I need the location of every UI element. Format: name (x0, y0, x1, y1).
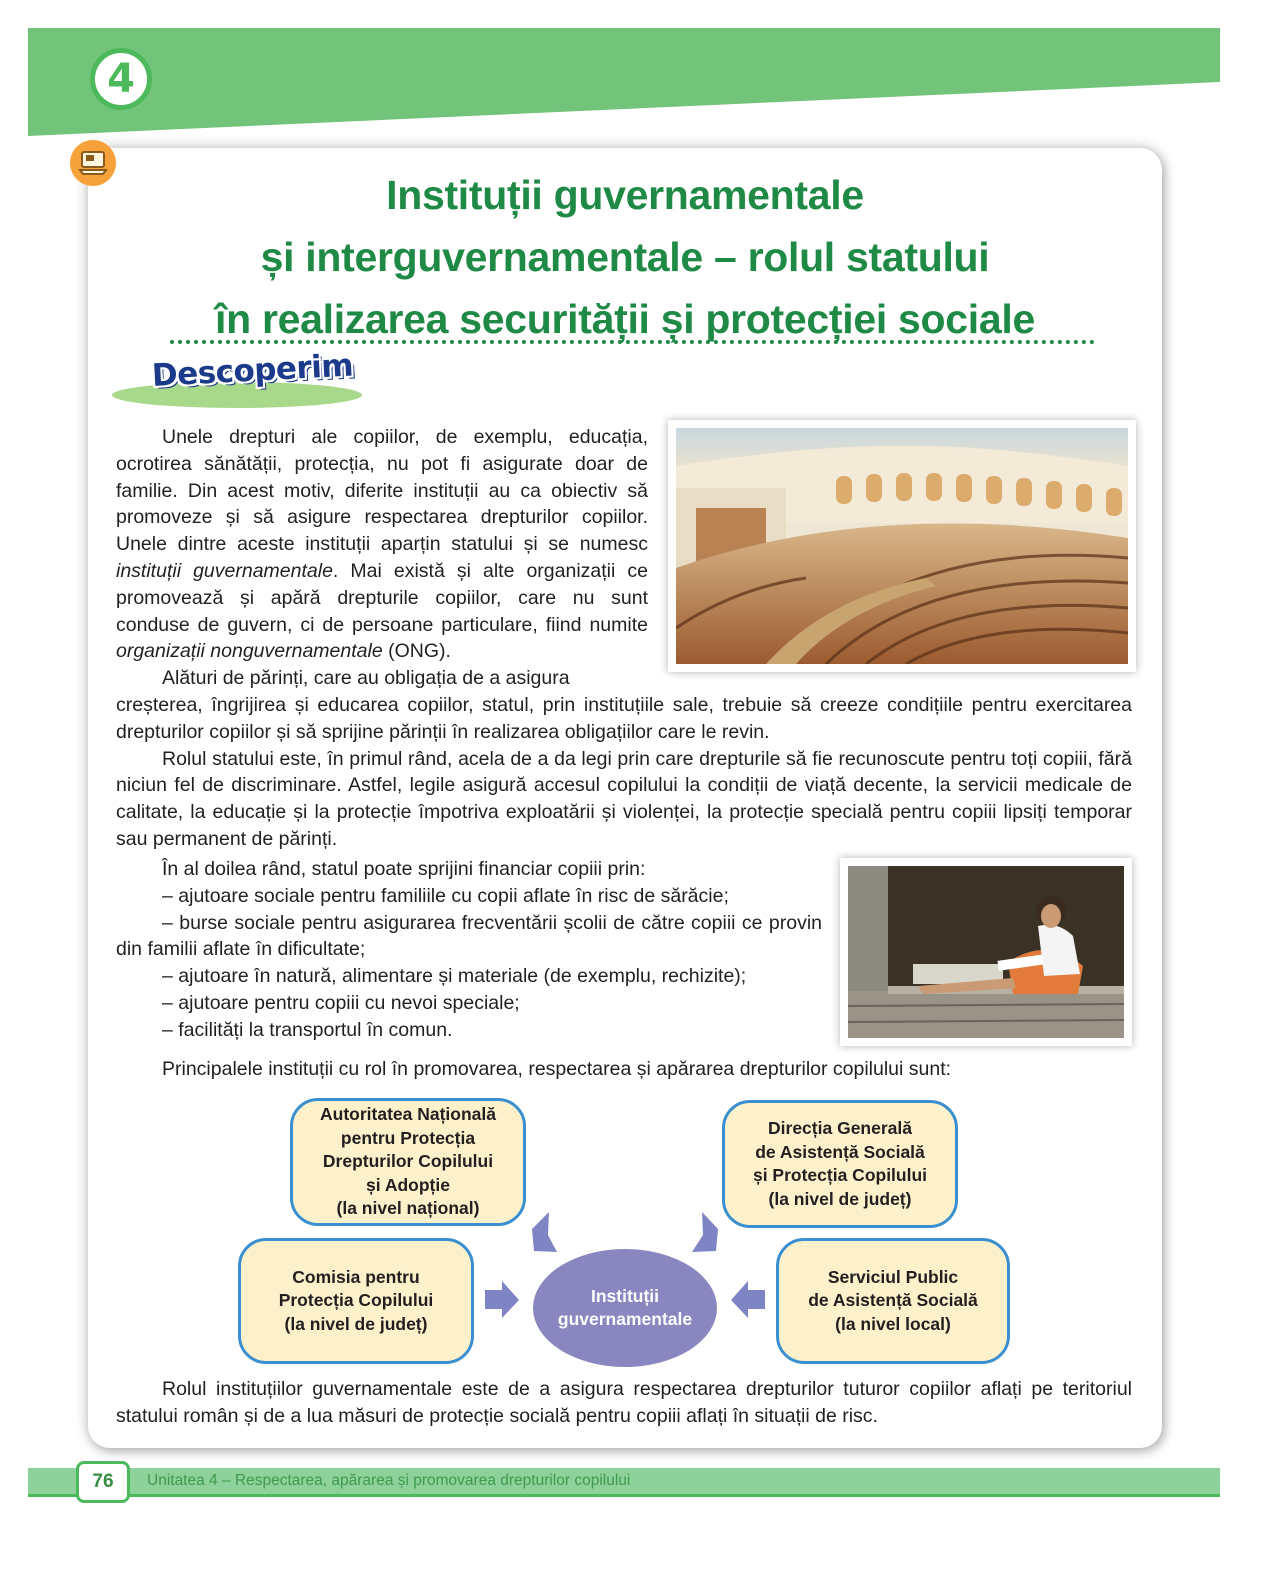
paragraph-4: În al doilea rând, statul poate sprijini financiar copiii prin: (162, 858, 646, 880)
term-ngo: organizații nonguvernamentale (116, 640, 383, 663)
header-band (0, 0, 1270, 150)
bullet-item-2: – burse sociale pentru asigurarea frecventării școlii de către copiii ce provin din familii aflate în dificultate; (116, 911, 822, 961)
footer-unit-title: Unitatea 4 – Respectarea, apărarea și promovarea drepturilor copilului (147, 1472, 631, 1489)
term-governmental-institutions: instituții guvernamentale (116, 559, 333, 582)
bullet-item-4: – ajutoare pentru copiii cu nevoi speciale; (162, 991, 520, 1014)
bullet-item-3: – ajutoare în natură, alimentare și materiale (de exemplu, rechizite); (162, 965, 747, 988)
paragraph-6-text: Rolul instituțiilor guvernamentale este de a asigura respectarea drepturilor tuturor copiilor aflați pe teritoriul statului român și de a lua măsuri de protecție socială pentru copiii aflați în situații de risc. (116, 1378, 1132, 1427)
node-governmental-institutions: Instituții guvernamentale (533, 1249, 717, 1367)
title-line-1: Instituții guvernamentale (386, 172, 864, 218)
node-general-directorate: Direcția Generală de Asistență Socială și Protecția Copilului (la nivel de județ) (722, 1100, 958, 1228)
paragraph-1-text-a: Unele drepturi ale copiilor, de exemplu, educația, ocrotirea sănătății, protecția, nu pot fi asigurate doar de familie. Din acest motiv, diferite instituții au ca obiectiv să promoveze și să asigure respectarea drepturilor copiilor. Unele dintre aceste instituții aparțin statului și se numesc (116, 426, 648, 556)
node-child-protection-commission: Comisia pentru Protecția Copilului (la nivel de județ) (238, 1238, 474, 1364)
paragraph-1 (116, 424, 648, 692)
bullet-item-5: – facilități la transportul în comun. (162, 1018, 453, 1041)
node-public-social-service: Serviciul Public de Asistență Socială (la nivel local) (776, 1238, 1010, 1364)
page-title (140, 164, 1110, 350)
page-number: 76 (76, 1461, 130, 1503)
title-line-2: și interguvernamentale – rolul statului (260, 234, 990, 280)
bullet-item-1: – ajutoare sociale pentru familiile cu copii aflate în risc de sărăcie; (162, 884, 729, 907)
title-dotted-rule (170, 340, 1095, 344)
support-list (116, 856, 822, 1044)
paragraph-5-text: Principalele instituții cu rol în promovarea, respectarea și apărarea drepturilor copilului sunt: (162, 1058, 952, 1080)
footer-line (28, 1494, 1220, 1497)
title-line-3: în realizarea securității și protecției sociale (215, 296, 1035, 342)
computer-icon (70, 140, 116, 186)
node-national-authority: Autoritatea Națională pentru Protecția Drepturilor Copilului și Adopție (la nivel național) (290, 1098, 526, 1226)
paragraph-6 (116, 1376, 1132, 1430)
paragraph-1-text-c: (ONG). (382, 640, 451, 663)
paragraph-2-3 (116, 692, 1132, 853)
paragraph-1-text-b: . Mai există și alte organizații ce promovează și apără drepturile copiilor, care nu sunt conduse de guvern, ci de persoane particulare, fiind numite (116, 559, 648, 636)
parliament-photo (668, 420, 1136, 672)
section-tag (112, 347, 372, 414)
paragraph-5 (116, 1056, 1132, 1083)
paragraph-2-start: Alături de părinți, care au obligația de a asigura (162, 667, 570, 690)
section-label: Descoperim (151, 347, 354, 394)
paragraph-2-rest: creșterea, îngrijirea și educarea copiilor, statul, prin instituțiile sale, trebuie să creeze condițiile pentru exercitarea drepturilor copiilor și să sprijine părinții în realizarea obligațiilor care le revin. (116, 694, 1132, 743)
unit-number-badge: 4 (90, 48, 152, 110)
paragraph-3: Rolul statului este, în primul rând, acela de a da legi prin care drepturile să fie recunoscute pentru toți copiii, fără niciun fel de discriminare. Astfel, legile asigură accesul copilului la condiții de viață decente, la servicii medicale de calitate, la educație și la protecție împotriva exploatării și violenței, la protecție specială pentru copiii lipsiți temporar sau permanent de părinți. (116, 747, 1132, 850)
girl-studying-photo (840, 858, 1132, 1046)
